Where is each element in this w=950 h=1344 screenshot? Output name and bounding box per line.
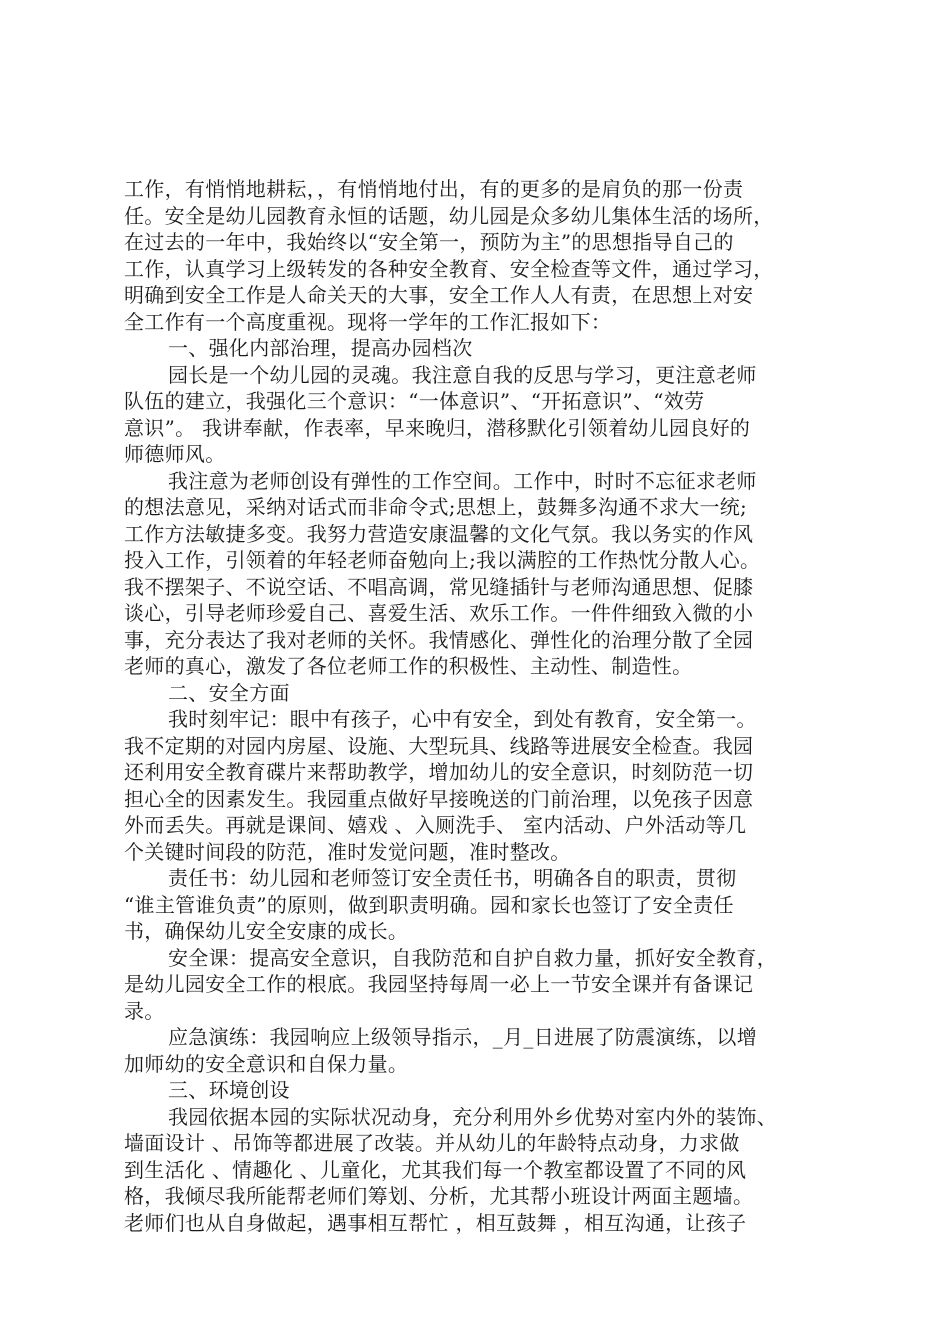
text-line: 工作，认真学习上级转发的各种安全教育、安全检查等文件，通过学习， bbox=[124, 256, 774, 281]
text-line: 还利用安全教育碟片来帮助教学，增加幼儿的安全意识，时刻防范一切 bbox=[124, 760, 754, 784]
section-heading: 一、强化内部治理，提高办园档次 bbox=[168, 336, 473, 360]
text-line: “谁主管谁负责”的原则，做到职责明确。园和家长也签订了安全责任 bbox=[124, 892, 734, 917]
text-line: 格，我倾尽我所能帮老师们筹划、分析，尤其帮小班设计两面主题墙。 bbox=[124, 1184, 754, 1208]
text-line: 明确到安全工作是人命关天的大事，安全工作人人有责，在思想上对安 bbox=[124, 283, 754, 307]
text-line: 队伍的建立，我强化三个意识：“一体意识”、“开拓意识”、“效劳 bbox=[124, 389, 705, 413]
text-line: 投入工作，引领着的年轻老师奋勉向上;我以满腔的工作热忱分散人心。 bbox=[124, 548, 761, 572]
text-line: 我注意为老师创设有弹性的工作空间。工作中，时时不忘征求老师 bbox=[168, 468, 757, 493]
text-line: 在过去的一年中，我始终以“安全第一，预防为主”的思想指导自己的 bbox=[124, 230, 734, 254]
text-line: 我时刻牢记：眼中有孩子，心中有安全，到处有教育，安全第一。 bbox=[168, 707, 757, 731]
text-line: 我园依据本园的实际状况动身，充分利用外乡优势对室内外的装饰、 bbox=[168, 1104, 777, 1129]
text-line: 我不定期的对园内房屋、设施、大型玩具、线路等进展安全检查。我园 bbox=[124, 733, 754, 758]
text-line: 意识”。 我讲奉献，作表率，早来晚归，潜移默化引领着幼儿园良好的 bbox=[124, 415, 751, 440]
text-line: 老师的真心，激发了各位老师工作的积极性、主动性、制造性。 bbox=[124, 654, 693, 678]
text-line: 责任书：幼儿园和老师签订安全责任书，明确各自的职责，贯彻 bbox=[168, 866, 737, 890]
text-line: 任。安全是幼儿园教育永恒的话题，幼儿园是众多幼儿集体生活的场所， bbox=[124, 203, 774, 228]
text-line: 到生活化 、情趣化 、儿童化，尤其我们每一个教室都设置了不同的风 bbox=[124, 1157, 747, 1182]
text-line: 师德师风。 bbox=[124, 442, 226, 466]
section-heading: 二、安全方面 bbox=[168, 680, 290, 705]
text-line: 工作，有悄悄地耕耘，，有悄悄地付出，有的更多的是肩负的那一份责 bbox=[124, 177, 744, 201]
text-line: 老师们也从自身做起，遇事相互帮忙 ，相互鼓舞 ，相互沟通，让孩子 bbox=[124, 1210, 747, 1235]
text-line: 是幼儿园安全工作的根底。我园坚持每周一必上一节安全课并有备课记 bbox=[124, 972, 754, 996]
text-line: 外而丢失。再就是课间、嬉戏 、入厕洗手、 室内活动、户外活动等几 bbox=[124, 813, 747, 837]
text-line: 书，确保幼儿安全安康的成长。 bbox=[124, 919, 409, 943]
text-line: 园长是一个幼儿园的灵魂。我注意自我的反思与学习，更注意老师 bbox=[168, 362, 757, 387]
text-line: 担心全的因素发生。我园重点做好早接晚送的门前治理，以免孩子因意 bbox=[124, 786, 754, 811]
text-line: 墙面设计 、吊饰等都进展了改装。并从幼儿的年龄特点动身，力求做 bbox=[124, 1131, 740, 1155]
text-line: 谈心，引导老师珍爱自己、喜爱生活、欢乐工作。一件件细致入微的小 bbox=[124, 601, 754, 625]
text-line: 录。 bbox=[124, 998, 165, 1023]
text-line: 工作方法敏捷多变。我努力营造安康温馨的文化气氛。我以务实的作风 bbox=[124, 521, 754, 546]
text-line: 个关键时间段的防范，准时发觉问题，准时整改。 bbox=[124, 839, 571, 864]
text-line: 我不摆架子、不说空话、不唱高调，常见缝插针与老师沟通思想、促膝 bbox=[124, 574, 754, 599]
text-line: 事，充分表达了我对老师的关怀。我情感化、弹性化的治理分散了全园 bbox=[124, 627, 754, 652]
text-line: 全工作有一个高度重视。现将一学年的工作汇报如下： bbox=[124, 309, 612, 334]
text-line: 的想法意见，采纳对话式而非命令式;思想上，鼓舞多沟通不求大一统; bbox=[124, 495, 748, 519]
section-heading: 三、环境创设 bbox=[168, 1078, 290, 1102]
text-line: 加师幼的安全意识和自保力量。 bbox=[124, 1051, 409, 1076]
document-body bbox=[124, 176, 834, 1236]
text-line: 安全课：提高安全意识，自我防范和自护自救力量，抓好安全教育， bbox=[168, 945, 777, 970]
text-line: 应急演练：我园响应上级领导指示，_月_日进展了防震演练，以增 bbox=[168, 1025, 757, 1049]
